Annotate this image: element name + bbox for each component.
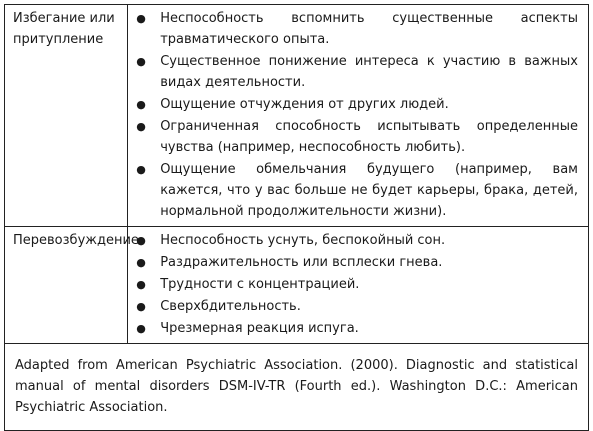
category-label: Избегание или притупление: [13, 11, 115, 47]
items-cell: [128, 5, 589, 227]
list-item: [134, 296, 578, 317]
source-citation: Adapted from American Psychiatric Association. (2000). Diagnostic and statistical manual of mental disorders DSM-IV-TR (Fourth ed.). Washington D.C.: American Psychiatric Association.: [15, 358, 578, 415]
bullet-icon: ●: [136, 256, 146, 269]
bullet-icon: ●: [136, 120, 146, 133]
list-item-text: Неспособность уснуть, беспокойный сон.: [160, 233, 446, 248]
table-row-source: [5, 344, 589, 431]
bullet-icon: ●: [136, 322, 146, 335]
symptom-list: [134, 8, 578, 222]
category-cell: [5, 5, 128, 227]
table-row-hyperarousal: [5, 227, 589, 344]
list-item-text: Трудности с концентрацией.: [160, 277, 360, 292]
list-item-text: Неспособность вспомнить существенные аспекты травматического опыта.: [160, 11, 578, 47]
category-cell: [5, 227, 139, 344]
bullet-icon: ●: [136, 98, 146, 111]
list-item: [134, 94, 578, 115]
list-item-text: Раздражительность или всплески гнева.: [160, 255, 443, 270]
items-cell: [128, 227, 589, 344]
list-item: [134, 159, 578, 222]
list-item-text: Чрезмерная реакция испуга.: [160, 321, 359, 336]
list-item: [134, 318, 578, 339]
bullet-icon: ●: [136, 234, 146, 247]
bullet-icon: ●: [136, 278, 146, 291]
list-item-text: Сверхбдительность.: [160, 299, 301, 314]
bullet-icon: ●: [136, 300, 146, 313]
list-item-text: Ощущение обмельчания будущего (например, вам кажется, что у вас больше не будет карьеры, брака, детей, нормальной продолжительности жизни).: [160, 162, 578, 219]
list-item-text: Ощущение отчуждения от других людей.: [160, 97, 449, 112]
bullet-icon: ●: [136, 163, 146, 176]
list-item: [134, 51, 578, 93]
source-cell: [5, 344, 589, 431]
bullet-icon: ●: [136, 55, 146, 68]
list-item-text: Ограниченная способность испытывать определенные чувства (например, неспособность любить).: [160, 119, 578, 155]
list-item-text: Существенное понижение интереса к участию в важных видах деятельности.: [160, 54, 578, 90]
category-label: Перевозбуждение: [13, 233, 139, 248]
list-item: [134, 274, 578, 295]
list-item: [134, 8, 578, 50]
symptom-table: [4, 4, 589, 431]
bullet-icon: ●: [136, 12, 146, 25]
list-item: [134, 252, 578, 273]
list-item: [134, 116, 578, 158]
list-item: [134, 230, 578, 251]
table-row-avoidance: [5, 5, 589, 227]
symptom-list: [134, 230, 578, 339]
